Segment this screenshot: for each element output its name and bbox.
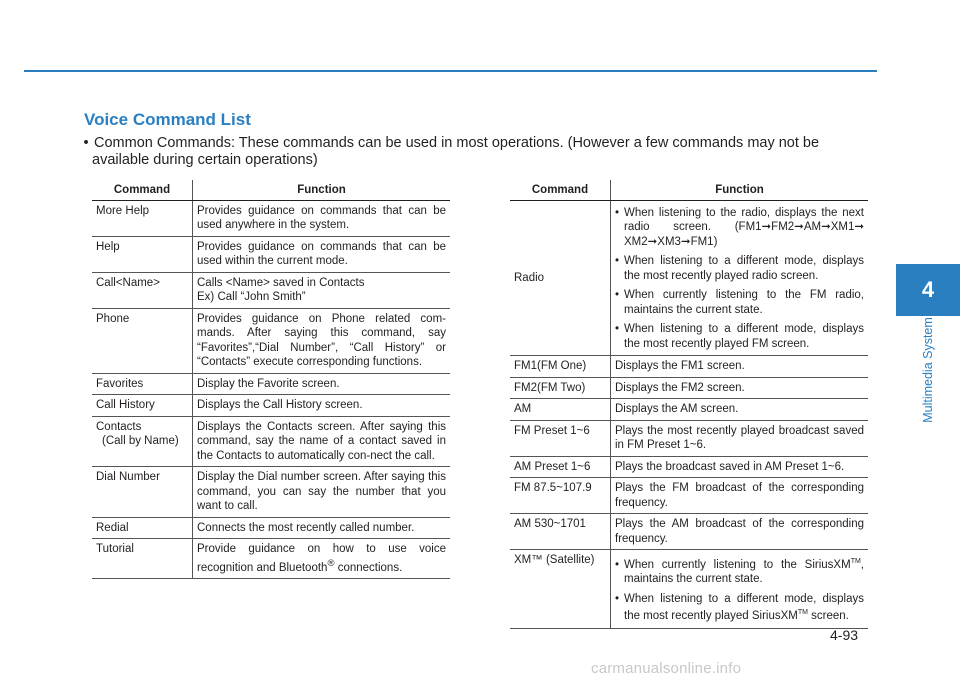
table-row bbox=[510, 420, 868, 456]
table-row bbox=[510, 456, 868, 478]
command-cell: FM2(FM Two) bbox=[510, 377, 611, 399]
command-cell: Call<Name> bbox=[92, 272, 193, 308]
function-cell: Provides guidance on commands that can be used within the current mode. bbox=[193, 236, 451, 272]
command-cell bbox=[92, 416, 193, 467]
table-header-row bbox=[510, 180, 868, 200]
function-cell: Provides guidance on commands that can be used anywhere in the system. bbox=[193, 200, 451, 236]
list-item-text: When currently listening to the FM radio, maintains the current state. bbox=[624, 289, 864, 316]
function-cell: Displays the AM screen. bbox=[611, 399, 869, 421]
function-text: Provide guidance on how to use voice recognition and Bluetooth bbox=[197, 543, 446, 574]
chapter-tab: 4 bbox=[896, 264, 960, 316]
trademark-mark: TM bbox=[850, 558, 861, 565]
command-cell: XM™ (Satellite) bbox=[510, 550, 611, 629]
command-cell: Call History bbox=[92, 395, 193, 417]
header-function: Function bbox=[611, 180, 869, 200]
command-cell: FM 87.5~107.9 bbox=[510, 478, 611, 514]
list-item bbox=[615, 555, 864, 587]
table-row bbox=[510, 377, 868, 399]
table-row bbox=[510, 478, 868, 514]
command-cell: Dial Number bbox=[92, 467, 193, 518]
list-item-text: When listening to a different mode, displays the most recently played radio screen. bbox=[624, 255, 864, 282]
command-cell: AM bbox=[510, 399, 611, 421]
bullet-icon: • bbox=[615, 206, 620, 219]
table-row bbox=[510, 550, 868, 629]
list-item-text: When currently listening to the SiriusXM bbox=[624, 558, 851, 571]
table-row bbox=[510, 514, 868, 550]
function-cell: Displays the Call History screen. bbox=[193, 395, 451, 417]
command-cell: FM Preset 1~6 bbox=[510, 420, 611, 456]
command-cell: Tutorial bbox=[92, 539, 193, 579]
table-row bbox=[510, 399, 868, 421]
table-row bbox=[92, 200, 450, 236]
list-item bbox=[615, 254, 864, 283]
table-row bbox=[510, 200, 868, 356]
intro-line-2: available during certain operations) bbox=[92, 152, 318, 168]
function-text: Calls <Name> saved in Contacts bbox=[197, 276, 365, 289]
list-item-text: screen. bbox=[807, 610, 849, 623]
section-title: Voice Command List bbox=[84, 110, 251, 129]
common-commands-table bbox=[92, 180, 450, 579]
table-row bbox=[92, 373, 450, 395]
function-cell: Display the Dial number screen. After saying this command, you can say the number that you want to call. bbox=[193, 467, 451, 518]
function-cell: Provides guidance on Phone related com-mands. After saying this command, say “Favorites”,“Dial Number”, “Call History” or “Contacts” execute corresponding functions. bbox=[193, 308, 451, 373]
command-cell: More Help bbox=[92, 200, 193, 236]
top-rule bbox=[24, 70, 877, 72]
radio-commands-table bbox=[510, 180, 868, 629]
command-cell: AM 530~1701 bbox=[510, 514, 611, 550]
registered-mark: ® bbox=[327, 557, 335, 569]
function-cell bbox=[193, 539, 451, 579]
command-cell: Favorites bbox=[92, 373, 193, 395]
list-item bbox=[615, 322, 864, 351]
table-row bbox=[510, 356, 868, 378]
bullet-icon: • bbox=[615, 558, 620, 571]
function-cell: Plays the AM broadcast of the corresponding frequency. bbox=[611, 514, 869, 550]
bullet-icon: • bbox=[615, 255, 620, 267]
command-cell: Help bbox=[92, 236, 193, 272]
list-item-text: When listening to a different mode, displays the most recently played SiriusXM bbox=[624, 592, 864, 623]
table-row bbox=[92, 517, 450, 539]
table-row bbox=[92, 236, 450, 272]
table-row bbox=[92, 272, 450, 308]
function-cell: Plays the broadcast saved in AM Preset 1~6. bbox=[611, 456, 869, 478]
function-cell: Connects the most recently called number. bbox=[193, 517, 451, 539]
command-cell: Radio bbox=[510, 200, 611, 356]
watermark: carmanualsonline.info bbox=[591, 660, 742, 677]
command-cell: Phone bbox=[92, 308, 193, 373]
table-header-row bbox=[92, 180, 450, 200]
function-cell: Display the Favorite screen. bbox=[193, 373, 451, 395]
trademark-mark: TM bbox=[797, 609, 808, 617]
list-item bbox=[615, 206, 864, 250]
command-text: Contacts bbox=[96, 420, 142, 433]
header-command: Command bbox=[510, 180, 611, 200]
page-number: 4-93 bbox=[830, 627, 859, 643]
function-cell: Displays the FM2 screen. bbox=[611, 377, 869, 399]
list-item bbox=[615, 288, 864, 317]
bullet-icon: • bbox=[83, 135, 89, 151]
function-cell bbox=[611, 200, 869, 356]
table-row bbox=[92, 416, 450, 467]
chapter-label: Multimedia System bbox=[921, 317, 935, 423]
function-cell bbox=[611, 550, 869, 629]
command-cell: FM1(FM One) bbox=[510, 356, 611, 378]
table-row bbox=[92, 395, 450, 417]
list-item bbox=[615, 592, 864, 624]
intro-line-1: Common Commands: These commands can be used in most operations. (However a few commands may not be bbox=[94, 135, 820, 151]
intro-paragraph bbox=[78, 135, 883, 169]
table-row bbox=[92, 308, 450, 373]
list-item-text: When listening to the radio, displays the next radio screen. (FM1➞FM2➞AM➞XM1➞ XM2➞XM3➞FM1) bbox=[624, 206, 864, 248]
bullet-icon: • bbox=[615, 289, 620, 301]
function-example: Ex) Call “John Smith” bbox=[197, 291, 306, 303]
command-cell: Redial bbox=[92, 517, 193, 539]
function-tail: connections. bbox=[334, 561, 403, 574]
function-cell: Plays the FM broadcast of the corresponding frequency. bbox=[611, 478, 869, 514]
function-cell bbox=[193, 272, 451, 308]
function-cell: Plays the most recently played broadcast saved in FM Preset 1~6. bbox=[611, 420, 869, 456]
command-cell: AM Preset 1~6 bbox=[510, 456, 611, 478]
table-row bbox=[92, 467, 450, 518]
bullet-icon: • bbox=[615, 592, 620, 605]
function-cell: Displays the FM1 screen. bbox=[611, 356, 869, 378]
header-command: Command bbox=[92, 180, 193, 200]
function-cell: Displays the Contacts screen. After saying this command, say the name of a contact saved in the Contacts to automatically con-nect the call. bbox=[193, 416, 451, 467]
command-note: (Call by Name) bbox=[102, 435, 179, 447]
table-row bbox=[92, 539, 450, 579]
list-item-text: When listening to a different mode, displays the most recently played FM screen. bbox=[624, 323, 864, 350]
bullet-icon: • bbox=[615, 323, 620, 335]
list-item-text: , maintains the current state. bbox=[624, 558, 864, 586]
header-function: Function bbox=[193, 180, 451, 200]
